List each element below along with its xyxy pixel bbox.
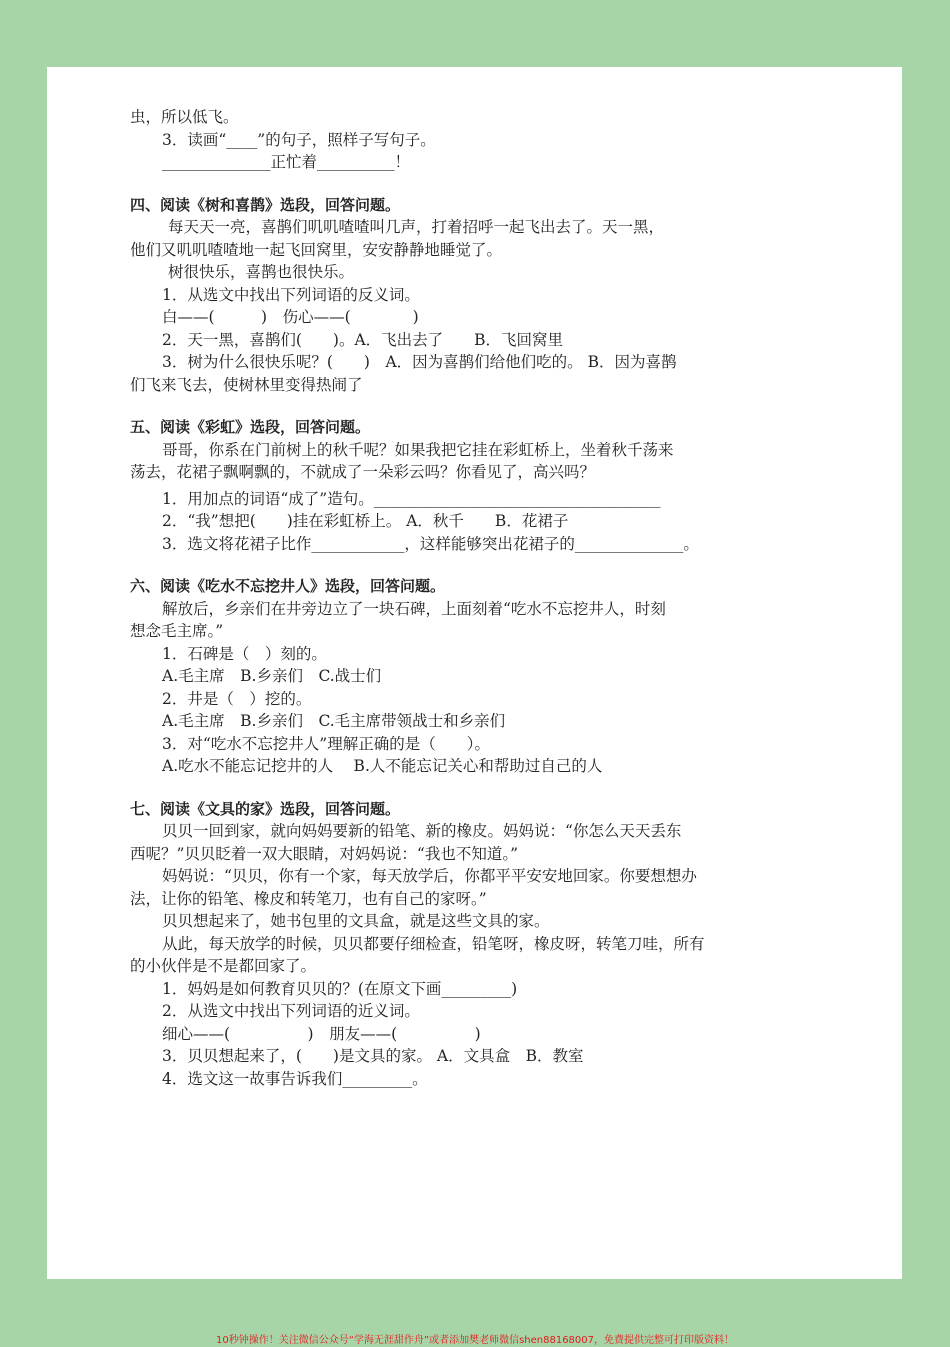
question-line: 们飞来飞去，使树林里变得热闹了 (130, 375, 363, 394)
options-line: A.毛主席 B.乡亲们 C.战士们 (162, 667, 382, 685)
worksheet-content (130, 106, 790, 1090)
section-4-title: 四、阅读《树和喜鹊》选段，回答问题。 (130, 195, 401, 214)
question-line: 1．妈妈是如何教育贝贝的？(在原文下画_________) (162, 979, 518, 998)
question-line: 1．从选文中找出下列词语的反义词。 (162, 285, 420, 304)
passage-line: 妈妈说：“贝贝，你有一个家，每天放学后，你都平平安安地回家。你要想想办 (162, 867, 697, 885)
passage-line: 他们又叽叽喳喳地一起飞回窝里，安安静静地睡觉了。 (130, 240, 503, 259)
answer-line: 白——( ) 伤心——( ) (162, 308, 419, 326)
question-line: 2．井是（ ）挖的。 (162, 689, 312, 708)
options-line: A.吃水不能忘记挖井的人 B.人不能忘记关心和帮助过自己的人 (162, 757, 603, 775)
question-line: 3．贝贝想起来了，( )是文具的家。 A．文具盒 B．教室 (162, 1047, 584, 1065)
passage-line: 法，让你的铅笔、橡皮和转笔刀，也有自己的家呀。” (130, 889, 487, 908)
passage-line: 树很快乐，喜鹊也很快乐。 (168, 263, 355, 281)
question-line: 3．树为什么很快乐呢？( ) A．因为喜鹊们给他们吃的。 B．因为喜鹊 (162, 353, 677, 371)
question-line: 3．对“吃水不忘挖井人”理解正确的是（ ）。 (162, 734, 490, 753)
passage-line: 想念毛主席。” (130, 622, 224, 640)
answer-line: 细心——( ) 朋友——( ) (162, 1024, 481, 1043)
footer-promo-text: 10秒钟操作！关注微信公众号“学海无涯甜作舟”或者添加樊老师微信shen88168007，免费提供完整可打印版资料！ (215, 1335, 735, 1346)
passage-line: 解放后，乡亲们在井旁边立了一块石碑，上面刻着“吃水不忘挖井人，时刻 (162, 599, 666, 618)
fill-in-line: ______________正忙着__________！ (162, 153, 411, 171)
passage-line: 西呢？”贝贝眨着一双大眼睛，对妈妈说：“我也不知道。” (130, 844, 519, 863)
section-7-title: 七、阅读《文具的家》选段，回答问题。 (130, 799, 401, 818)
passage-line: 贝贝想起来了，她书包里的文具盒，就是这些文具的家。 (162, 912, 550, 930)
question-line: 1．用加点的词语“成了”造句。_____________________________________ (162, 489, 661, 508)
question-line: 2．天一黑，喜鹊们( )。A．飞出去了 B．飞回窝里 (162, 330, 564, 349)
question-3: 3．读画“____”的句子，照样子写句子。 (162, 130, 436, 149)
passage-line: 哥哥，你系在门前树上的秋千呢？如果我把它挂在彩虹桥上，坐着秋千荡来 (162, 440, 674, 459)
passage-line: 的小伙伴是不是都回家了。 (130, 957, 317, 975)
text-line: 虫，所以低飞。 (130, 108, 239, 126)
question-line: 1．石碑是（ ）刻的。 (162, 644, 327, 663)
question-line: 4．选文这一故事告诉我们_________。 (162, 1069, 428, 1088)
section-5-title: 五、阅读《彩虹》选段，回答问题。 (130, 418, 371, 436)
question-line: 3．选文将花裙子比作____________，这样能够突出花裙子的______________。 (162, 534, 699, 553)
question-line: 2．“我”想把( )挂在彩虹桥上。 A．秋千 B．花裙子 (162, 512, 569, 530)
question-line: 2．从选文中找出下列词语的近义词。 (162, 1002, 420, 1020)
passage-line: 从此，每天放学的时候，贝贝都要仔细检查，铅笔呀，橡皮呀，转笔刀哇，所有 (162, 934, 705, 953)
options-line: A.毛主席 B.乡亲们 C.毛主席带领战士和乡亲们 (162, 712, 506, 730)
passage-line: 荡去，花裙子飘啊飘的，不就成了一朵彩云吗？你看见了，高兴吗？ (130, 463, 596, 481)
passage-line: 贝贝一回到家，就向妈妈要新的铅笔、新的橡皮。妈妈说：“你怎么天天丢东 (162, 822, 682, 840)
section-6-title: 六、阅读《吃水不忘挖井人》选段，回答问题。 (130, 577, 446, 595)
passage-line: 每天天一亮，喜鹊们叽叽喳喳叫几声，打着招呼一起飞出去了。天一黑， (168, 218, 665, 236)
